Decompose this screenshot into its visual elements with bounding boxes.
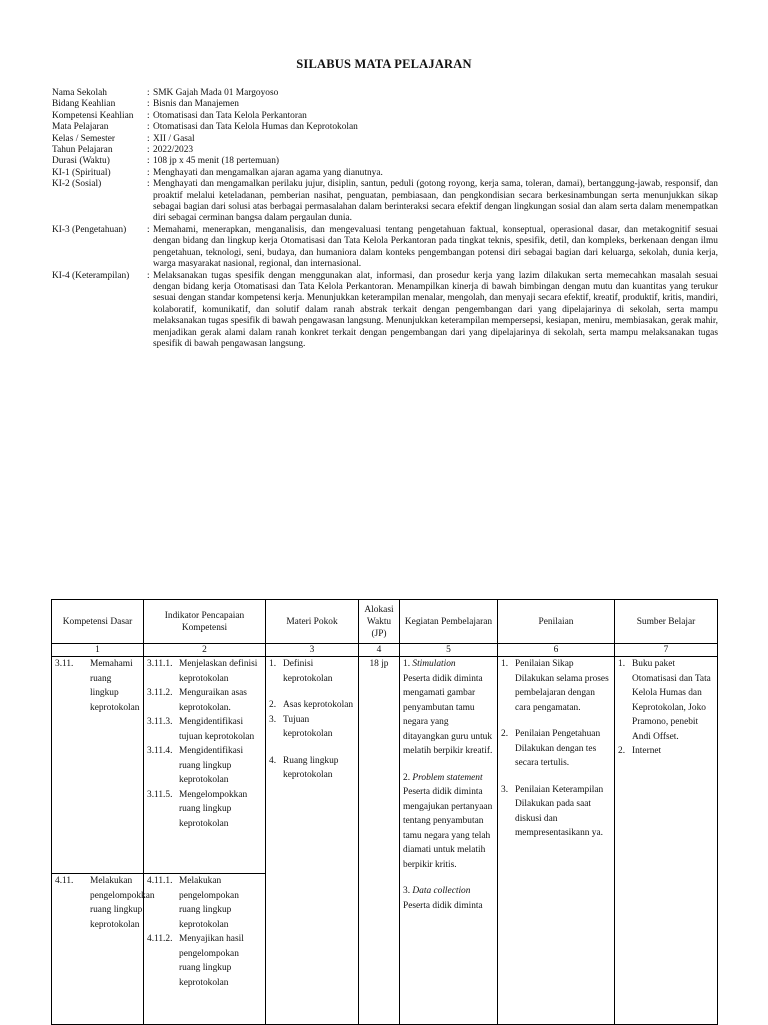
kd-cell xyxy=(52,657,144,874)
table-row xyxy=(52,657,718,874)
info-label: KI-3 (Pengetahuan) xyxy=(52,224,127,235)
document-title: SILABUS MATA PELAJARAN xyxy=(296,57,472,71)
info-row: Mata Pelajaran : Otomatisasi dan Tata Kelola Humas dan Keprotokolan xyxy=(52,122,718,133)
column-header: Kegiatan Pembelajaran xyxy=(400,600,498,644)
list-item: 4.11. Melakukan pengelompokkan ruang lingkup keprotokolan xyxy=(55,876,155,930)
kd-cell xyxy=(52,874,155,1025)
info-label: Mata Pelajaran xyxy=(52,122,109,133)
ipk-cell xyxy=(144,657,266,874)
info-value: 108 jp x 45 menit (18 pertemuan) xyxy=(153,156,280,167)
info-value: 2022/2023 xyxy=(153,145,194,156)
alokasi-cell: 18 jp xyxy=(359,657,400,1025)
info-label: Kompetensi Keahlian xyxy=(52,110,134,121)
list-item: 2. Internet xyxy=(618,746,662,756)
list-item: 4. Ruang lingkup keprotokolan xyxy=(269,755,339,780)
info-value: Melaksanakan tugas spesifik dengan menggunakan alat, informasi, dan prosedur kerja yang lazim dilakukan serta memecahkan masalah sesuai dengan bidang kerja Otomatisasi dan Tata Kelola Perkantoran. Menampilkan kinerja di bawah bimbingan dengan mutu dan kuantitas yang terukur sesuai dengan standar kompetensi kerja. Menunjukkan keterampilan menalar, mengolah, dan menyaji secara efektif, kreatif, produktif, kritis, mandiri, kolaboratif, komunikatif, dan solutif dalam ranah abstrak terkait dengan pengembangan dari yang dipelajarinya di sekolah, serta mampu melaksanakan tugas spesifik di bawah pengawasan langsung. Menunjukkan keterampilan mempersepsi, kesiapan, meniru, membiasakan, gerak mahir, menjadikan gerak alami dalam ranah konkret terkait dengan pengembangan dari yang dipelajarinya di sekolah, serta mampu melaksanakan tugas spesifik di bawah pengawasan langsung. xyxy=(153,270,718,349)
list-item: 3.11.3. Mengidentifikasi tujuan keprotokolan xyxy=(147,717,255,742)
info-row: KI-2 (Sosial) : Menghayati dan mengamalkan perilaku jujur, disiplin, santun, peduli (gotong royong, kerja sama, toleran, damai), bertanggung-jawab, responsif, dan proaktif melalui keteladanan, pemberian nasihat, penguatan, pembiasaan, dan pengkondisian secara berkesinambungan serta menunjukkan sikap sebagai bagian dari solusi atas berbagai permasalahan dalam berinteraksi secara efektif dengan lingkungan sosial dan alam serta dalam menempatkan diri sebagai cerminan bangsa dalam pergaulan dunia. xyxy=(52,179,718,224)
column-number: 7 xyxy=(615,644,718,657)
info-row: Bidang Keahlian : Bisnis dan Manajemen xyxy=(52,99,718,110)
list-item-text: Peserta didik diminta mengamati gambar penyambutan tamu negara yang ditayangkan guru untuk melatih berpikir kreatif. xyxy=(403,673,493,756)
column-number: 3 xyxy=(266,644,359,657)
list-item: 2. Asas keprotokolan xyxy=(269,700,354,710)
info-label: KI-1 (Spiritual) xyxy=(52,167,111,178)
list-item: 3.11.4. Mengidentifikasi ruang lingkup keprotokolan xyxy=(147,746,244,785)
column-header: Indikator Pencapaian Kompetensi xyxy=(144,600,266,644)
info-value: Otomatisasi dan Tata Kelola Perkantoran xyxy=(153,110,307,121)
info-value: XII / Gasal xyxy=(153,133,195,144)
list-item: 4.11.2. Menyajikan hasil pengelompokan ruang lingkup keprotokolan xyxy=(147,934,244,988)
info-label: KI-2 (Sosial) xyxy=(52,179,102,190)
column-header: Penilaian xyxy=(498,600,615,644)
list-item: 3. Data collection xyxy=(403,886,471,896)
column-number: 4 xyxy=(359,644,400,657)
list-item: 3. Tujuan keprotokolan xyxy=(269,714,333,739)
info-value: Memahami, menerapkan, menganalisis, dan mengevaluasi tentang pengetahuan faktual, konseptual, operasional dasar, dan metakognitif sesuai dengan bidang dan lingkup kerja Otomatisasi dan Tata Kelola Perkantoran pada tingkat teknis, spesifik, detil, dan kompleks, berkenaan dengan ilmu pengetahuan, teknologi, seni, budaya, dan humaniora dalam konteks pengembangan potensi diri sebagai bagian dari keluarga, sekolah, dunia kerja, warga masyarakat nasional, regional, dan internasional. xyxy=(153,224,718,270)
info-value: Bisnis dan Manajemen xyxy=(153,99,239,110)
list-item: 3.11. Memahami ruang lingkup keprotokolan xyxy=(55,659,140,713)
info-label: Durasi (Waktu) xyxy=(52,156,110,167)
syllabus-table xyxy=(51,599,718,1025)
info-row: KI-3 (Pengetahuan) : Memahami, menerapkan, menganalisis, dan mengevaluasi tentang pengetahuan faktual, konseptual, operasional dasar, dan metakognitif sesuai dengan bidang dan lingkup kerja Otomatisasi dan Tata Kelola Perkantoran pada tingkat teknis, spesifik, detil, dan kompleks, berkenaan dengan ilmu pengetahuan, teknologi, seni, budaya, dan humaniora dalam konteks pengembangan potensi diri sebagai bagian dari keluarga, sekolah, dunia kerja, warga masyarakat nasional, regional, dan internasional. xyxy=(52,224,718,270)
list-item-text: Peserta didik diminta xyxy=(403,900,483,911)
info-label: Kelas / Semester xyxy=(52,133,116,144)
column-header: Kompetensi Dasar xyxy=(52,600,144,644)
info-label: KI-4 (Keterampilan) xyxy=(52,270,130,281)
info-row: KI-4 (Keterampilan) : Melaksanakan tugas spesifik dengan menggunakan alat, informasi, dan prosedur kerja yang lazim dilakukan serta memecahkan masalah sesuai dengan bidang kerja Otomatisasi dan Tata Kelola Perkantoran. Menampilkan kinerja di bawah bimbingan dengan mutu dan kuantitas yang terukur sesuai dengan standar kompetensi kerja. Menunjukkan keterampilan menalar, mengolah, dan menyaji secara efektif, kreatif, produktif, kritis, mandiri, kolaboratif, komunikatif, dan solutif dalam ranah abstrak terkait dengan pengembangan dari yang dipelajarinya di sekolah, serta mampu melaksanakan tugas spesifik di bawah pengawasan langsung. Menunjukkan keterampilan mempersepsi, kesiapan, meniru, membiasakan, gerak mahir, menjadikan gerak alami dalam ranah konkret terkait dengan pengembangan dari yang dipelajarinya di sekolah, serta mampu melaksanakan tugas spesifik di bawah pengawasan langsung. xyxy=(52,270,718,349)
info-value: Menghayati dan mengamalkan ajaran agama yang dianutnya. xyxy=(153,167,383,178)
kegiatan-cell xyxy=(400,657,498,1025)
column-number: 2 xyxy=(144,644,266,657)
syllabus-info xyxy=(52,88,718,350)
info-value: SMK Gajah Mada 01 Margoyoso xyxy=(153,88,279,98)
list-item: 3.11.1. Menjelaskan definisi keprotokolan xyxy=(147,659,258,684)
info-value: Menghayati dan mengamalkan perilaku jujur, disiplin, santun, peduli (gotong royong, kerja sama, toleran, damai), bertanggung-jawab, responsif, dan proaktif melalui keteladanan, pemberian nasihat, penguatan, pembiasaan, dan pengkondisian secara berkesinambungan serta menunjukkan sikap sebagai bagian dari solusi atas berbagai permasalahan dalam berinteraksi secara efektif dengan lingkungan sosial dan alam serta dalam menempatkan diri sebagai cerminan bangsa dalam pergaulan dunia. xyxy=(153,179,718,224)
list-item: 1. Penilaian Sikap Dilakukan selama proses pembelajaran dengan cara pengamatan. xyxy=(501,659,609,713)
list-item: 1. Definisi keprotokolan xyxy=(269,659,333,684)
list-item: 2. Problem statement xyxy=(403,772,483,783)
column-header: Alokasi Waktu (JP) xyxy=(359,600,400,644)
list-item: 4.11.1. Melakukan pengelompokan ruang lingkup keprotokolan xyxy=(147,876,239,930)
info-value: Otomatisasi dan Tata Kelola Humas dan Keprotokolan xyxy=(153,122,358,133)
column-header: Materi Pokok xyxy=(266,600,359,644)
column-number: 6 xyxy=(498,644,615,657)
sumber-cell xyxy=(615,657,718,1025)
ipk-cell xyxy=(144,874,266,1025)
info-row: Kompetensi Keahlian : Otomatisasi dan Tata Kelola Perkantoran xyxy=(52,111,718,122)
info-row: KI-1 (Spiritual) : Menghayati dan mengamalkan ajaran agama yang dianutnya. xyxy=(52,168,718,179)
info-row: Nama Sekolah : SMK Gajah Mada 01 Margoyoso xyxy=(52,88,718,99)
list-item: 3.11.2. Menguraikan asas keprotokolan. xyxy=(147,688,247,713)
penilaian-cell xyxy=(498,657,615,1025)
list-item: 1. Buku paket Otomatisasi dan Tata Kelola Humas dan Keprotokolan, Joko Pramono, penebit Andi Offset. xyxy=(618,659,711,742)
info-label: Bidang Keahlian xyxy=(52,99,116,110)
info-row: Durasi (Waktu) : 108 jp x 45 menit (18 pertemuan) xyxy=(52,156,718,167)
column-number: 1 xyxy=(52,644,144,657)
list-item: 1. Stimulation xyxy=(403,659,456,669)
list-item: 3. Penilaian Keterampilan Dilakukan pada saat diskusi dan mempresentasikann ya. xyxy=(501,784,604,838)
info-label: Tahun Pelajaran xyxy=(52,145,113,156)
list-item-text: Peserta didik diminta mengajukan pertanyaan tentang penyambutan tamu negara yang telah diamati untuk melatih berpikir kritis. xyxy=(403,787,493,870)
materi-cell xyxy=(266,657,359,1025)
column-number-row xyxy=(52,644,718,657)
list-item: 3.11.5. Mengelompokkan ruang lingkup keprotokolan xyxy=(147,789,248,829)
info-label: Nama Sekolah xyxy=(52,88,107,98)
list-item: 2. Penilaian Pengetahuan Dilakukan dengan tes secara tertulis. xyxy=(501,729,601,768)
info-row: Tahun Pelajaran : 2022/2023 xyxy=(52,145,718,156)
column-header: Sumber Belajar xyxy=(615,600,718,644)
table-header-row xyxy=(52,600,718,644)
info-row: Kelas / Semester : XII / Gasal xyxy=(52,134,718,145)
column-number: 5 xyxy=(400,644,498,657)
